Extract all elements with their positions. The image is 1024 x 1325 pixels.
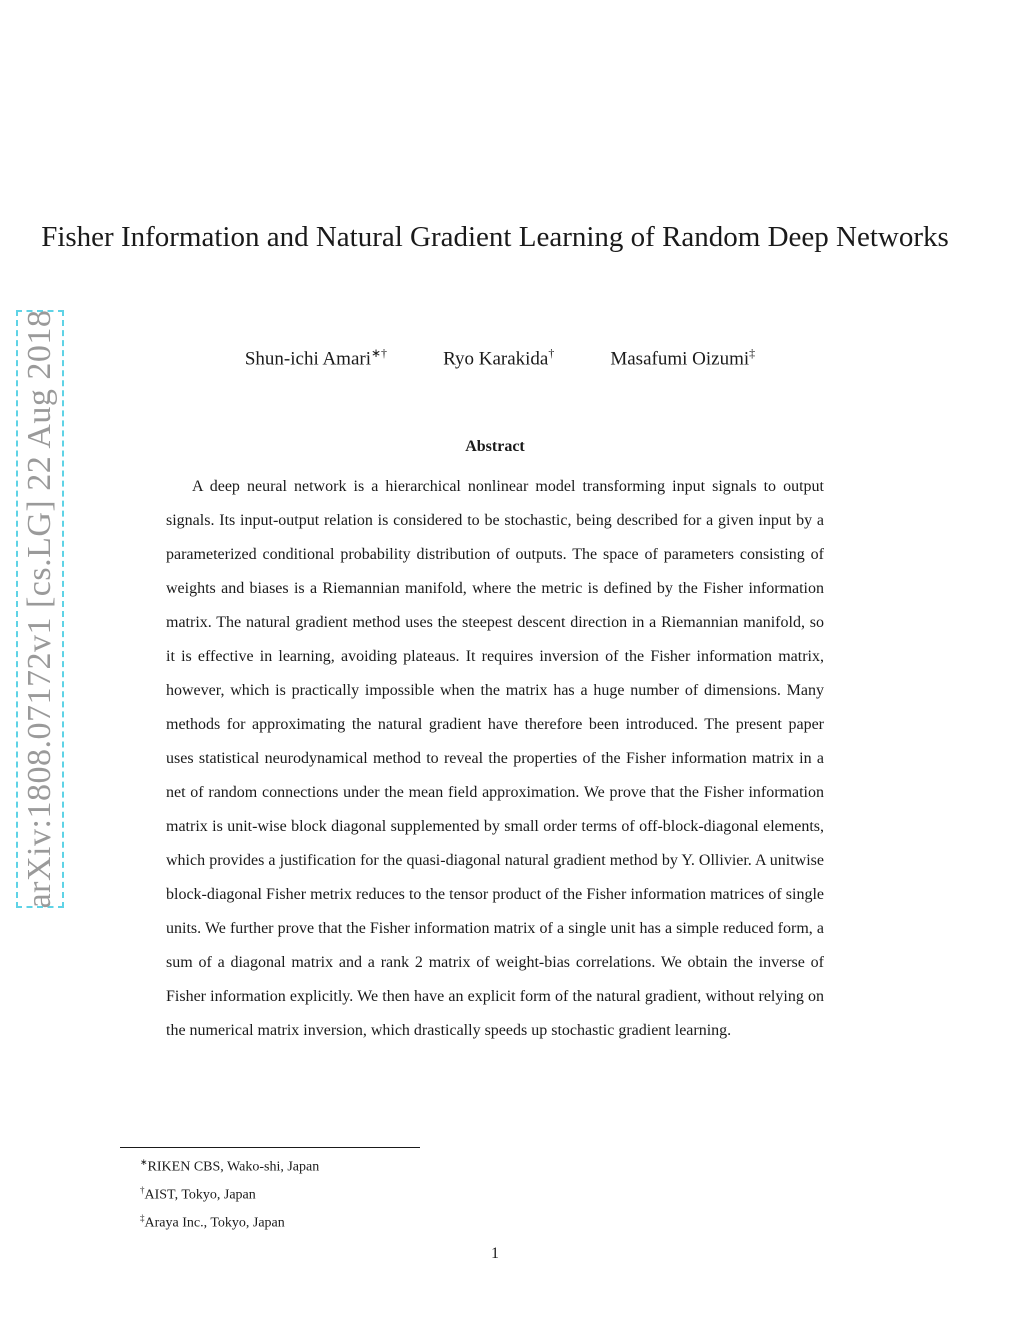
abstract-heading: Abstract — [465, 438, 525, 455]
footnote — [140, 1179, 319, 1207]
author-affiliation-mark: ∗† — [371, 346, 388, 360]
author-name: Shun-ichi Amari — [244, 348, 371, 370]
footnote-text: Araya Inc., Tokyo, Japan — [144, 1215, 285, 1231]
abstract-text: A deep neural network is a hierarchical nonlinear model transforming input signals to output signals. Its input-output relation is considered to be stochastic, being described for a given input by a parameterized conditional probability distribution of outputs. The space of parameters consisting of weights and biases is a Riemannian manifold, where the metric is defined by the Fisher information matrix. The natural gradient method uses the steepest descent direction in a Riemannian manifold, so it is effective in learning, avoiding plateaus. It requires inversion of the Fisher information matrix, however, which is practically impossible when the matrix has a huge number of dimensions. Many methods for approximating the natural gradient have therefore been introduced. The present paper uses statistical neurodynamical method to reveal the properties of the Fisher information matrix in a net of random connections under the mean field approximation. We prove that the Fisher information matrix is unit-wise block diagonal supplemented by small order terms of off-block-diagonal elements, which provides a justification for the quasi-diagonal natural gradient method by Y. Ollivier. A unitwise block-diagonal Fisher metrix reduces to the tensor product of the Fisher information matrices of single units. We further prove that the Fisher information matrix of a single unit has a simple reduced form, a sum of a diagonal matrix and a rank 2 matrix of weight-bias correlations. We obtain the inverse of Fisher information explicitly. We then have an explicit form of the natural gradient, without relying on the numerical matrix inversion, which drastically speeds up stochastic gradient learning. — [166, 478, 824, 1039]
footnote-mark: † — [140, 1185, 145, 1196]
footnote-text: AIST, Tokyo, Japan — [144, 1187, 256, 1203]
footnote — [140, 1151, 319, 1179]
page-number: 1 — [491, 1245, 499, 1262]
author-affiliation-mark: † — [548, 346, 555, 360]
footnote-mark: ‡ — [140, 1213, 145, 1224]
arxiv-identifier-stamp — [16, 310, 64, 908]
author — [610, 346, 755, 370]
author — [245, 346, 387, 370]
author-list — [0, 346, 1000, 370]
footnotes — [140, 1151, 319, 1235]
author-name: Ryo Karakida — [443, 348, 549, 370]
paper-title: Fisher Information and Natural Gradient Learning of Random Deep Networks — [41, 221, 949, 253]
author-affiliation-mark: ‡ — [749, 346, 756, 360]
footnote-mark: ∗ — [140, 1157, 148, 1167]
footnote — [140, 1207, 319, 1235]
author — [443, 346, 554, 370]
footnote-divider — [120, 1147, 420, 1148]
author-name: Masafumi Oizumi — [610, 348, 750, 370]
arxiv-id: arXiv:1808.07172v1 [cs.LG] 22 Aug 2018 — [21, 309, 58, 909]
footnote-text: RIKEN CBS, Wako-shi, Japan — [147, 1159, 320, 1175]
